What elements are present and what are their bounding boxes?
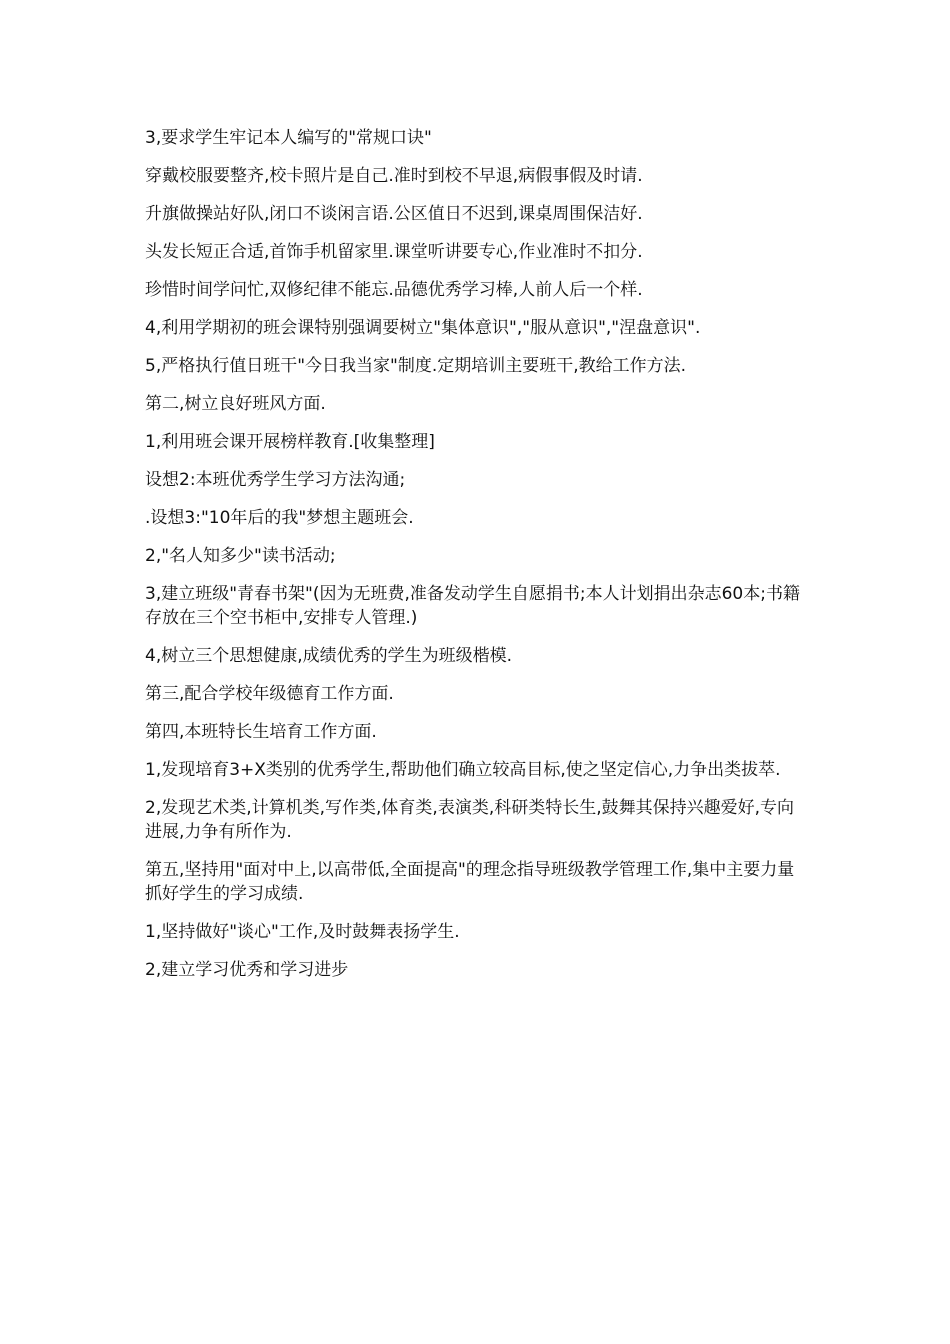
paragraph: 穿戴校服要整齐,校卡照片是自己.准时到校不早退,病假事假及时请. — [145, 166, 643, 186]
paragraph: 1,利用班会课开展榜样教育.[收集整理] — [145, 432, 435, 452]
paragraph: 3,要求学生牢记本人编写的"常规口诀" — [145, 128, 432, 148]
paragraph: 5,严格执行值日班干"今日我当家"制度.定期培训主要班干,教给工作方法. — [145, 356, 687, 376]
paragraph: 1,发现培育3+X类别的优秀学生,帮助他们确立较高目标,使之坚定信心,力争出类拔萃. — [145, 760, 781, 780]
paragraph: 升旗做操站好队,闭口不谈闲言语.公区值日不迟到,课桌周围保洁好. — [145, 204, 643, 224]
paragraph: 2,"名人知多少"读书活动; — [145, 546, 336, 566]
section-heading: 第三,配合学校年级德育工作方面. — [145, 684, 394, 704]
paragraph: 2,发现艺术类,计算机类,写作类,体育类,表演类,科研类特长生,鼓舞其保持兴趣爱好,专向进展,力争有所作为. — [145, 798, 795, 842]
section-heading: 第四,本班特长生培育工作方面. — [145, 722, 377, 742]
paragraph: 3,建立班级"青春书架"(因为无班费,准备发动学生自愿捐书;本人计划捐出杂志60本;书籍存放在三个空书柜中,安排专人管理.) — [145, 584, 800, 628]
paragraph: .设想3:"10年后的我"梦想主题班会. — [145, 508, 414, 528]
paragraph: 2,建立学习优秀和学习进步 — [145, 960, 349, 980]
paragraph: 设想2:本班优秀学生学习方法沟通; — [145, 470, 406, 490]
section-heading: 第二,树立良好班风方面. — [145, 394, 326, 414]
paragraph: 4,利用学期初的班会课特别强调要树立"集体意识","服从意识","涅盘意识". — [145, 318, 701, 338]
paragraph: 头发长短正合适,首饰手机留家里.课堂听讲要专心,作业准时不扣分. — [145, 242, 643, 262]
document-body — [145, 126, 810, 996]
paragraph: 4,树立三个思想健康,成绩优秀的学生为班级楷模. — [145, 646, 513, 666]
paragraph: 珍惜时间学问忙,双修纪律不能忘.品德优秀学习棒,人前人后一个样. — [145, 280, 643, 300]
paragraph: 1,坚持做好"谈心"工作,及时鼓舞表扬学生. — [145, 922, 460, 942]
section-heading: 第五,坚持用"面对中上,以高带低,全面提高"的理念指导班级教学管理工作,集中主要力量抓好学生的学习成绩. — [145, 860, 795, 904]
